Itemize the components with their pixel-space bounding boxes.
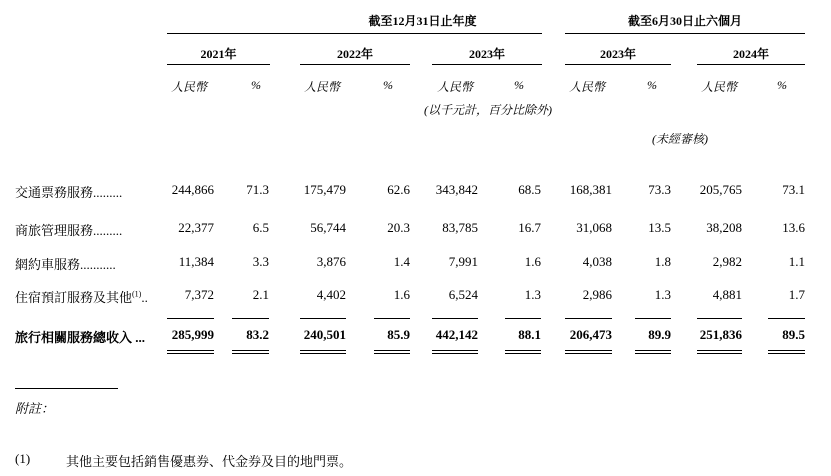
row-label-text: 交通票務服務......... (15, 185, 123, 200)
row-label (15, 182, 122, 201)
percent-cell: 1.3 (654, 287, 671, 302)
subtotal-rule (697, 318, 742, 319)
percent-cell: 13.6 (782, 220, 805, 235)
subtotal-rule (374, 318, 410, 319)
total-double-rule (565, 350, 612, 354)
row-label-text: 住宿預訂服務及其他 (15, 290, 133, 305)
unit-pct-2021: % (251, 78, 261, 92)
percent-cell: 3.3 (252, 254, 269, 269)
unit-note: (以千元計，百分比除外) (424, 103, 552, 117)
amount-cell: 2,982 (712, 254, 742, 269)
row-label-leader: .. (141, 290, 148, 305)
rule-year-2022 (300, 64, 410, 65)
percent-cell: 16.7 (518, 220, 541, 235)
rule-year-2021 (167, 64, 270, 65)
total-double-rule (697, 350, 742, 354)
subtotal-rule (432, 318, 478, 319)
percent-cell: 1.7 (788, 287, 805, 302)
subtotal-rule (167, 318, 214, 319)
year-header-2022: 2022年 (336, 47, 373, 61)
footnote-rule (15, 388, 118, 389)
row-label (15, 287, 148, 306)
total-double-rule (374, 350, 410, 354)
amount-cell: 442,142 (435, 327, 478, 342)
total-double-rule (432, 350, 478, 354)
amount-cell: 175,479 (303, 182, 346, 197)
percent-cell: 1.1 (788, 254, 805, 269)
percent-cell: 73.1 (782, 182, 805, 197)
amount-cell: 285,999 (171, 327, 214, 342)
unit-pct-2024-six: % (777, 78, 787, 92)
amount-cell: 7,991 (448, 254, 478, 269)
rule-year-2024-six (697, 64, 805, 65)
rule-group-year (167, 33, 542, 34)
row-label-text: 網約車服務........... (15, 257, 116, 272)
amount-cell: 206,473 (569, 327, 612, 342)
row-label-text: 旅行相關服務總收入 ... (15, 330, 146, 345)
rule-year-2023-six (565, 64, 671, 65)
amount-cell: 7,372 (184, 287, 214, 302)
subtotal-rule (300, 318, 346, 319)
note-number: (1) (15, 451, 31, 466)
percent-cell: 2.1 (252, 287, 269, 302)
percent-cell: 1.3 (524, 287, 541, 302)
year-header-2023: 2023年 (468, 47, 505, 61)
year-header-2024-six: 2024年 (732, 47, 769, 61)
percent-cell: 85.9 (387, 327, 410, 342)
group-header-six-months: 截至6月30日止六個月 (627, 14, 742, 28)
unaudited-note: (未經審核) (652, 132, 708, 146)
amount-cell: 2,986 (582, 287, 612, 302)
percent-cell: 1.6 (393, 287, 410, 302)
amount-cell: 205,765 (699, 182, 742, 197)
row-label-text: 商旅管理服務......... (15, 223, 123, 238)
total-double-rule (232, 350, 269, 354)
row-label (15, 327, 145, 346)
amount-cell: 251,836 (699, 327, 742, 342)
amount-cell: 4,038 (582, 254, 612, 269)
unit-pct-2023: % (514, 78, 524, 92)
total-double-rule (167, 350, 214, 354)
total-double-rule (300, 350, 346, 354)
subtotal-rule (635, 318, 671, 319)
total-double-rule (505, 350, 541, 354)
amount-cell: 4,881 (712, 287, 742, 302)
row-label (15, 254, 116, 273)
unit-pct-2022: % (383, 78, 393, 92)
unit-rmb-2023-six: 人民幣 (569, 80, 606, 94)
amount-cell: 240,501 (303, 327, 346, 342)
percent-cell: 1.4 (393, 254, 410, 269)
subtotal-rule (565, 318, 612, 319)
amount-cell: 11,384 (178, 254, 214, 269)
total-double-rule (635, 350, 671, 354)
total-double-rule (768, 350, 805, 354)
percent-cell: 89.5 (782, 327, 805, 342)
amount-cell: 343,842 (435, 182, 478, 197)
footnote-ref: (1) (132, 289, 142, 299)
percent-cell: 6.5 (252, 220, 269, 235)
amount-cell: 83,785 (442, 220, 478, 235)
unit-rmb-2022: 人民幣 (304, 80, 341, 94)
rule-group-six (565, 33, 805, 34)
percent-cell: 68.5 (518, 182, 541, 197)
unit-rmb-2023: 人民幣 (437, 80, 474, 94)
percent-cell: 73.3 (648, 182, 671, 197)
percent-cell: 20.3 (387, 220, 410, 235)
subtotal-rule (768, 318, 805, 319)
amount-cell: 4,402 (316, 287, 346, 302)
subtotal-rule (505, 318, 541, 319)
percent-cell: 89.9 (648, 327, 671, 342)
year-header-2023-six: 2023年 (599, 47, 636, 61)
percent-cell: 1.6 (524, 254, 541, 269)
group-header-year-ended: 截至12月31日止年度 (368, 14, 477, 28)
notes-heading: 附註： (15, 401, 55, 416)
percent-cell: 62.6 (387, 182, 410, 197)
note-text: 其他主要包括銷售優惠券、代金券及目的地門票。 (66, 454, 353, 469)
percent-cell: 83.2 (246, 327, 269, 342)
unit-rmb-2024-six: 人民幣 (701, 80, 738, 94)
amount-cell: 6,524 (448, 287, 478, 302)
unit-pct-2023-six: % (647, 78, 657, 92)
percent-cell: 13.5 (648, 220, 671, 235)
amount-cell: 22,377 (178, 220, 214, 235)
amount-cell: 31,068 (576, 220, 612, 235)
percent-cell: 88.1 (518, 327, 541, 342)
percent-cell: 1.8 (654, 254, 671, 269)
rule-year-2023 (432, 64, 542, 65)
amount-cell: 38,208 (706, 220, 742, 235)
year-header-2021: 2021年 (200, 47, 237, 61)
amount-cell: 244,866 (171, 182, 214, 197)
amount-cell: 3,876 (316, 254, 346, 269)
row-label (15, 220, 122, 239)
percent-cell: 71.3 (246, 182, 269, 197)
amount-cell: 56,744 (310, 220, 346, 235)
amount-cell: 168,381 (569, 182, 612, 197)
subtotal-rule (232, 318, 269, 319)
unit-rmb-2021: 人民幣 (171, 80, 208, 94)
